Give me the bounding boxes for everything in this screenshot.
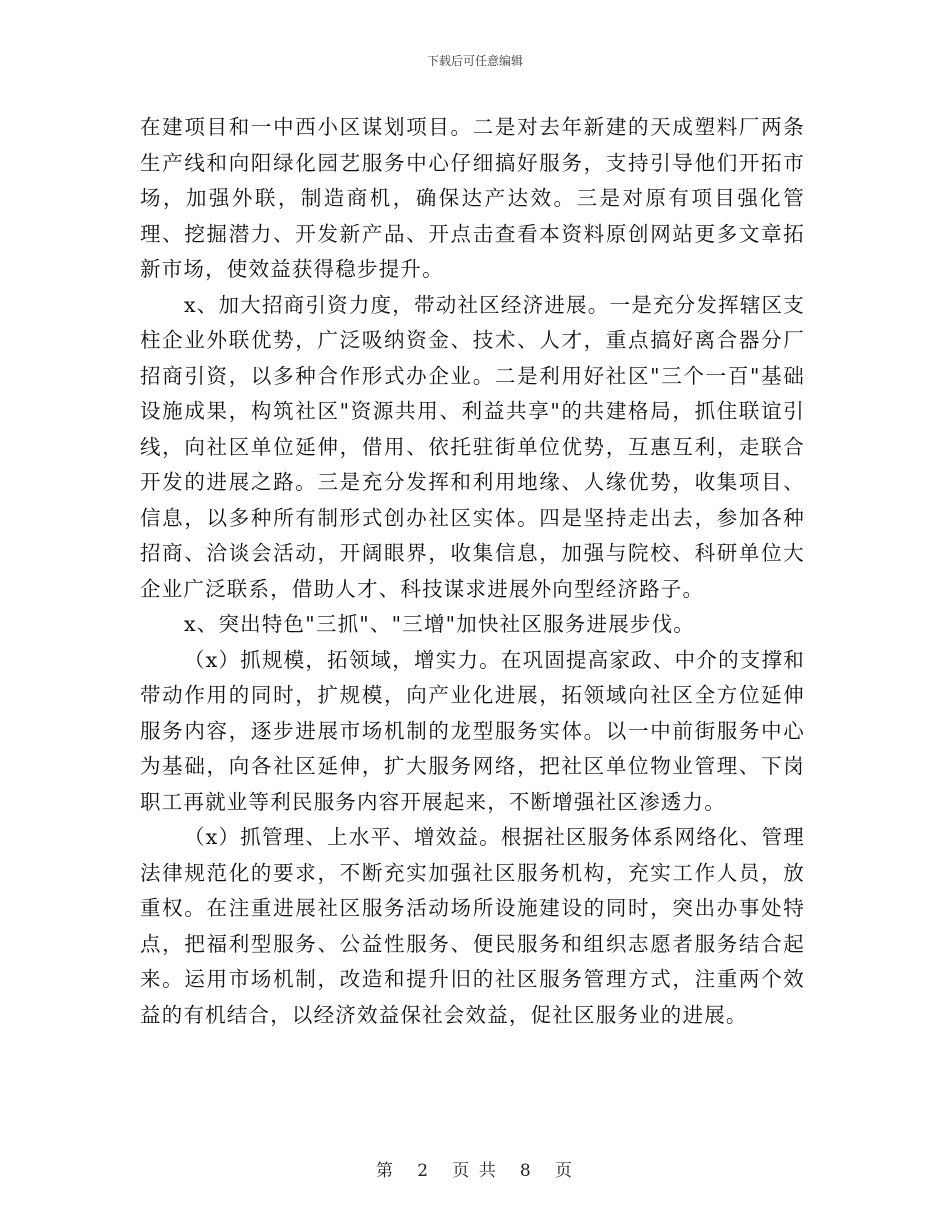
footer-prefix: 第 (376, 1161, 396, 1181)
footer-middle: 页 共 (452, 1161, 498, 1181)
document-body (140, 110, 805, 1033)
paragraph-1: 在建项目和一中西小区谋划项目。二是对去年新建的天成塑料厂两条生产线和向阳绿化园艺服务中心仔细搞好服务，支持引导他们开拓市场，加强外联，制造商机，确保达产达效。三是对原有项目强化管理、挖掘潜力、开发新产品、开点击查看本资料原创网站更多文章拓新市场，使效益获得稳步提升。 (140, 115, 805, 281)
footer-suffix: 页 (554, 1161, 574, 1181)
paragraph-4: （x）抓规模，拓领域，增实力。在巩固提高家政、中介的支撑和带动作用的同时，扩规模，向产业化进展，拓领域向社区全方位延伸服务内容，逐步进展市场机制的龙型服务实体。以一中前街服务中心为基础，向各社区延伸，扩大服务网络，把社区单位物业管理、下岗职工再就业等利民服务内容开展起来，不断增强社区渗透力。 (140, 647, 805, 814)
page-header-note: 下载后可任意编辑 (426, 54, 523, 68)
paragraph-3: x、突出特色"三抓"、"三增"加快社区服务进展步伐。 (184, 612, 695, 636)
page-footer (0, 1156, 950, 1181)
footer-current-page: 2 (417, 1161, 431, 1181)
paragraph-2: x、加大招商引资力度，带动社区经济进展。一是充分发挥辖区支柱企业外联优势，广泛吸纳资金、技术、人才，重点搞好离合器分厂招商引资，以多种合作形式办企业。二是利用好社区"三个一百"基础设施成果，构筑社区"资源共用、利益共享"的共建格局，抓住联谊引线，向社区单位延伸，借用、依托驻街单位优势，互惠互利，走联合开发的进展之路。三是充分发挥和利用地缘、人缘优势，收集项目、信息，以多种所有制形式创办社区实体。四是坚持走出去，参加各种招商、洽谈会活动，开阔眼界，收集信息，加强与院校、科研单位大企业广泛联系，借助人才、科技谋求进展外向型经济路子。 (140, 292, 805, 601)
paragraph-5: （x）抓管理、上水平、增效益。根据社区服务体系网络化、管理法律规范化的要求，不断充实加强社区服务机构，充实工作人员，放重权。在注重进展社区服务活动场所设施建设的同时，突出办事处特点，把福利型服务、公益性服务、便民服务和组织志愿者服务结合起来。运用市场机制，改造和提升旧的社区服务管理方式，注重两个效益的有机结合，以经济效益保社会效益，促社区服务业的进展。 (140, 825, 805, 1027)
footer-total-pages: 8 (519, 1161, 533, 1181)
